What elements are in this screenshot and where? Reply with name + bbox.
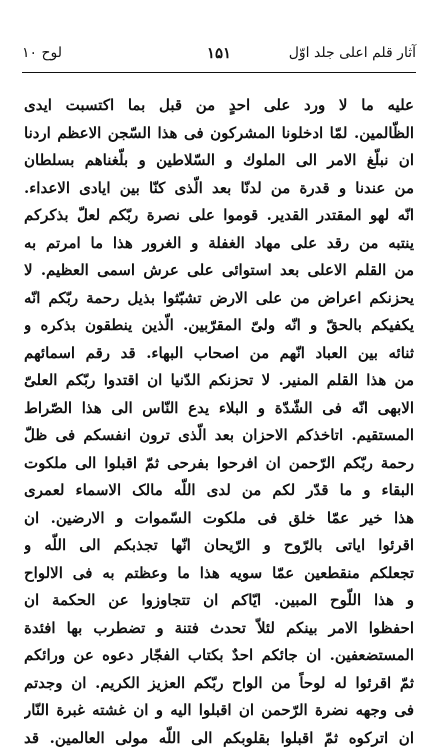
- text-line: هذا خير عمّا خلق فى ملكوت السّموات و الارضين. ان: [24, 505, 414, 533]
- text-line: ثنائه بين العباد انّهم من اصحاب البهاء. قد رقم اسمائهم: [24, 340, 414, 368]
- text-line: من هذا القلم المنير. لا تحزنكم الدّنيا ان اقتدوا ربّكم العلىّ: [24, 367, 414, 395]
- text-line: المستقيم. اتاخذكم الاحزان بعد الّذى ترون انفسكم فى ظلّ: [24, 422, 414, 450]
- text-line: ان نبلّغ الامر الى الملوك و السّلاطين و بلّغناهم بسلطان: [24, 147, 414, 175]
- text-line: رحمة ربّكم الرّحمن ان افرحوا بفرحى ثمّ اقبلوا الى ملكوت: [24, 450, 414, 478]
- text-line: فى وجهه نضرة الرّحمن ان اقبلوا اليه و ان غشته غبرة النّار: [24, 697, 414, 725]
- text-line: يحزنكم اعراض من على الارض تشبّثوا بذيل رحمة ربّكم انّه: [24, 285, 414, 313]
- text-line: و هذا اللّوح المبين. ايّاكم ان تتجاوزوا عن الحكمة ان: [24, 587, 414, 615]
- text-line: اقرئوا اياتى بالرّوح و الرّيحان انّها تجذبكم الى اللّه و: [24, 532, 414, 560]
- text-line: ينتبه من رقد على مهاد الغفلة و الغرور هذا ما امرتم به: [24, 230, 414, 258]
- text-line: انّه لهو المقتدر القدير. قوموا على نصرة ربّكم لعلّ بذكركم: [24, 202, 414, 230]
- text-line: من عندنا و قدرة من لدنّا بعد الّذى كنّا بين ايادى الاعداء.: [24, 175, 414, 203]
- text-line: عليه ما لا ورد على احدٍ من قبل بما اكتسبت ايدى: [24, 92, 414, 120]
- book-title: آثار قلم اعلی جلد اوّل: [289, 40, 416, 66]
- text-line: الظّالمين. لمّا ادخلونا المشركون فى هذا السّجن الاعظم اردنا: [24, 120, 414, 148]
- text-line: يكفيكم بالحقّ و انّه ولىّ المقرّبين. الّذين ينطقون بذكره و: [24, 312, 414, 340]
- text-line: احفظوا الامر بينكم لئلاّ تحدث فتنة و تضطرب بها افئدة: [24, 615, 414, 643]
- page-number: ۱۵۱: [207, 40, 231, 66]
- text-line: من القلم الاعلى بعد استوائى على عرش اسمى العظيم. لا: [24, 257, 414, 285]
- text-line: الابهى انّه فى الشّدّة و البلاء يدع النّاس الى هذا الصّراط: [24, 395, 414, 423]
- text-line: المستضعفين. ان جائكم احدٌ بكتاب الفجّار دعوه عن ورائكم: [24, 642, 414, 670]
- text-line: البقاء و ما قدّر لكم من لدى اللّه مالک الاسماء لعمرى: [24, 477, 414, 505]
- tablet-label: لوح ۱۰: [22, 40, 62, 66]
- body-text: [24, 92, 414, 752]
- text-line: تجعلكم منقطعين عمّا سويه هذا ما وعظتم به فى الالواح: [24, 560, 414, 588]
- header-rule: [22, 72, 416, 73]
- text-line: ان اتركوه ثمّ اقبلوا بقلوبكم الى اللّه مولى العالمين. قد: [24, 725, 414, 752]
- page-header: [22, 40, 416, 66]
- text-line: ثمّ اقرئوا له لوحاً من الواح ربّكم العزيز الكريم. ان وجدتم: [24, 670, 414, 698]
